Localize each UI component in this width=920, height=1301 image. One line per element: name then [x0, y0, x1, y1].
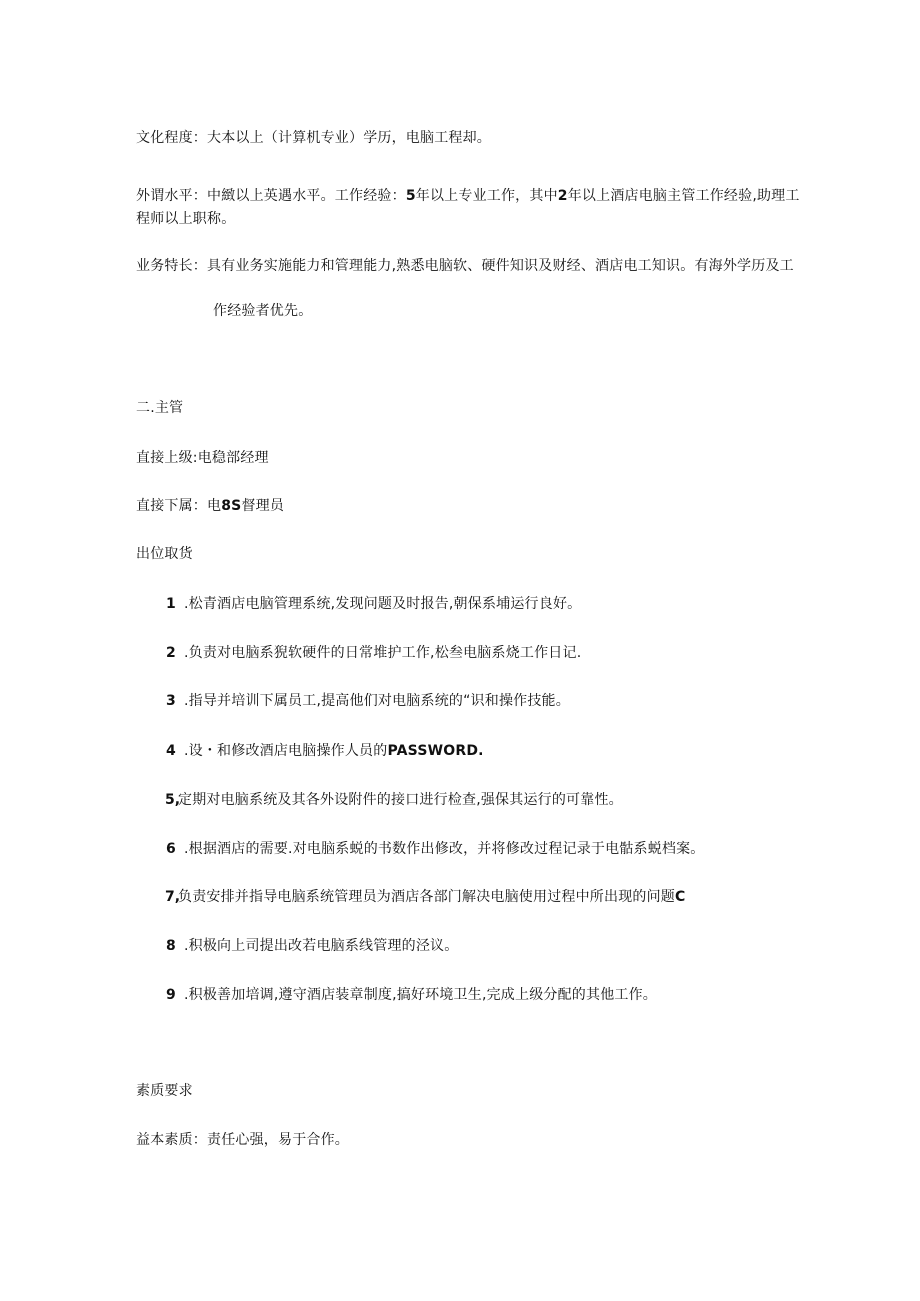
duty-number: 6 [166, 841, 176, 857]
years-value: 5 [405, 188, 416, 204]
language-experience-line [136, 186, 800, 206]
duty-text: 定期对电脑系统及其各外设附件的接口进行检查,强保其运行的可靠性。 [178, 792, 623, 808]
duty-text: .积极向上司提出改若电脑系线管理的泾议。 [184, 938, 459, 954]
duty-text: .积极善加培调,遵守酒店装章制度,搞好环境卫生,完成上级分配的其他工作。 [184, 987, 657, 1003]
duty-number: 1 [166, 596, 176, 612]
duty-number: 2 [166, 645, 176, 661]
subordinate-text: 直接下属：电 [136, 498, 222, 514]
duty-number: 4 [166, 743, 176, 759]
quality-heading: 素质要求 [136, 1083, 193, 1099]
duty-number: 3 [166, 693, 176, 709]
duty-text: .根据酒店的需要.对电脑系蜕的书数作出修改，并将修改过程记录于电骷系蜕档案。 [184, 841, 705, 857]
duty-text [184, 741, 484, 761]
duty-number: 8 [166, 938, 176, 954]
password-term: PASSWORD. [387, 743, 484, 759]
subordinate-role: 督理员 [241, 498, 285, 514]
manager-experience-text: 年以上酒店电脑主管工作经验,助理工 [567, 188, 800, 204]
language-text: 外谓水平：中緻以上英遇水平。工作经验： [136, 188, 406, 204]
duty-number: 5, [165, 792, 181, 808]
duty-text-tail: C [675, 889, 686, 905]
subordinate-code: 8S [221, 498, 242, 514]
duty-number: 9 [166, 987, 176, 1003]
duty-text-main: 负责安排并指导电脑系统管理员为酒店各部门解决电脑使用过程中所出现的问题 [178, 889, 675, 905]
education-line: 文化程度：大本以上（计算机专业）学历，电脑工程却。 [136, 130, 491, 146]
direct-subordinate [136, 496, 284, 516]
section-title: 二.主管 [136, 400, 184, 416]
years-text: 年以上专业工作，其中 [415, 188, 558, 204]
duty-text: .负责对电脑系猊软硬件的日常堆护工作,松叁电脑系烧工作日记. [184, 645, 582, 661]
duty-text [178, 887, 685, 907]
business-skills-continued: 作经验者优先。 [213, 303, 313, 319]
duty-text: .指导并培训下属员工,提高他们对电脑系统的“识和操作技能。 [184, 693, 570, 709]
manager-years-value: 2 [557, 188, 568, 204]
duties-heading: 出位取货 [136, 546, 193, 562]
duty-text-main: .设・和修改酒店电脑操作人员的 [184, 743, 388, 759]
title-requirement-line: 程师以上职称。 [136, 211, 236, 227]
business-skills-line: 业务特长：具有业务实施能力和管理能力,熟悉电脑软、硬件知识及财经、酒店电工知识。有海外学历及工 [136, 258, 794, 274]
duty-text: .松青酒店电脑管理系统,发现问题及时报告,朝保系埔运行良好。 [184, 596, 582, 612]
basic-quality-line: 益本素质：责任心强，易于合作。 [136, 1132, 349, 1148]
duty-number: 7, [165, 889, 181, 905]
direct-superior: 直接上级:电稳部经理 [136, 450, 269, 466]
